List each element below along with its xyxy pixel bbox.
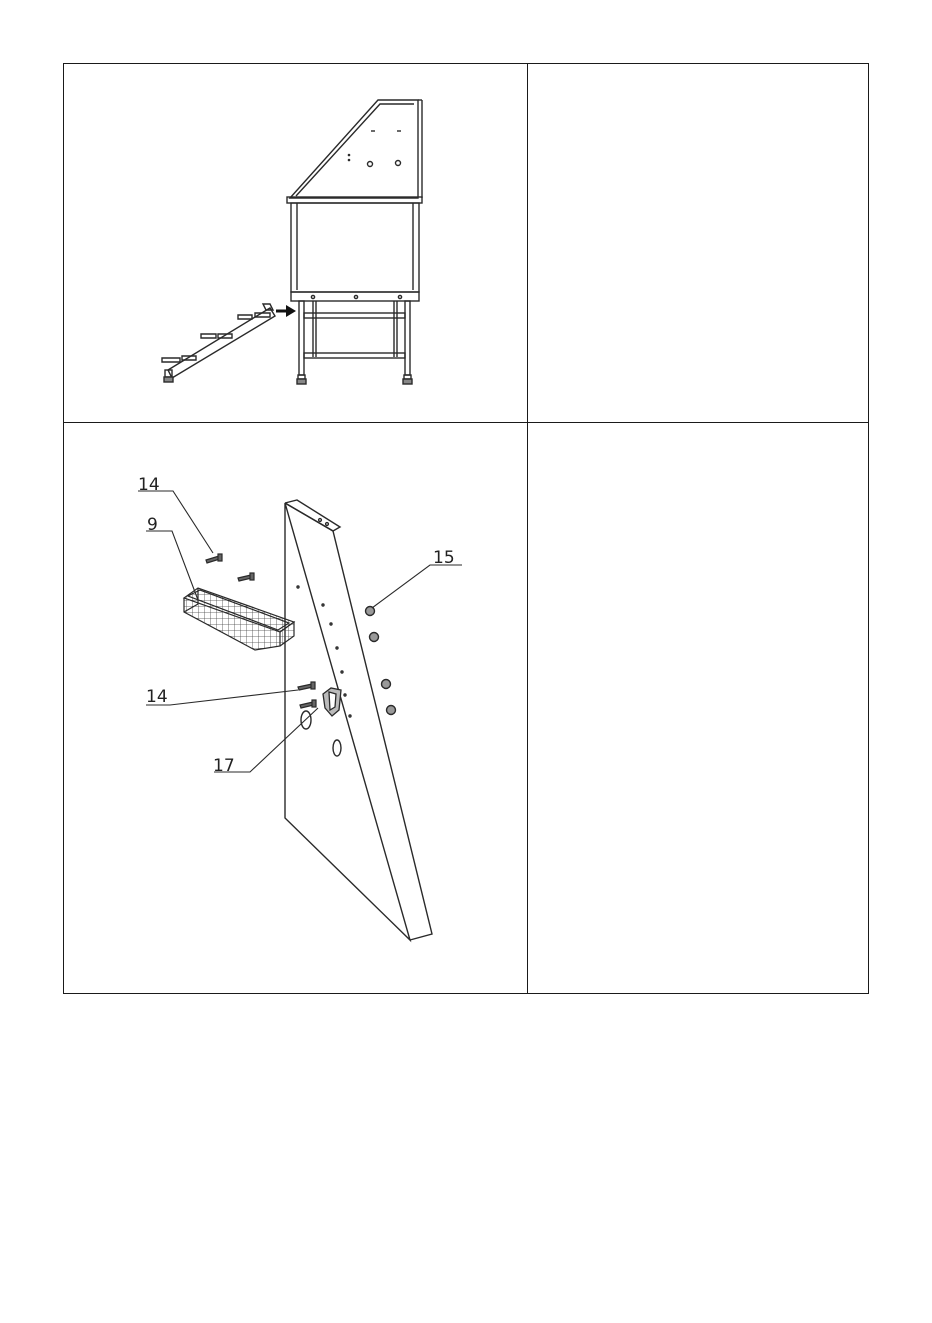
figure2-panel xyxy=(285,500,432,940)
figure1-ramp xyxy=(162,304,275,382)
figure1-bathtub xyxy=(287,100,422,384)
leader-lines xyxy=(138,491,462,772)
callout-17: 17 xyxy=(213,756,235,776)
nuts xyxy=(366,607,396,715)
callout-14-top: 14 xyxy=(138,475,160,495)
callout-14-bottom: 14 xyxy=(146,687,168,707)
callout-15: 15 xyxy=(433,548,455,568)
insert-arrow xyxy=(276,305,296,317)
hook xyxy=(323,688,341,716)
callout-9: 9 xyxy=(147,515,158,535)
basket xyxy=(184,588,294,650)
